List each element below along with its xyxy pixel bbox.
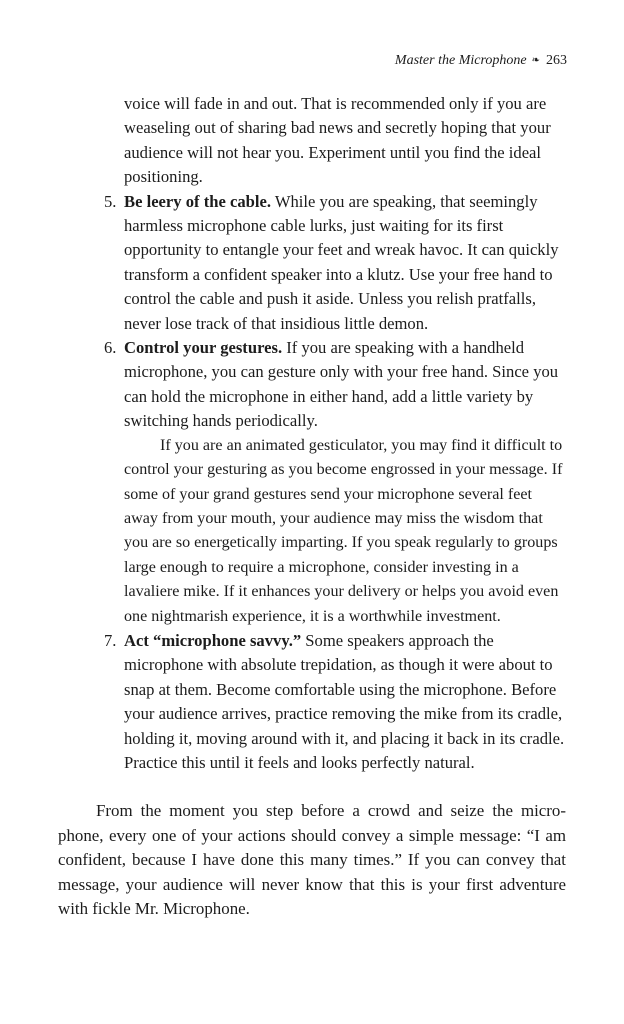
list-number: 7. xyxy=(104,630,117,650)
list-item-heading: Act “microphone savvy.” xyxy=(124,630,302,650)
list-item-body xyxy=(124,336,568,434)
list-item-7 xyxy=(104,629,568,775)
list-item-body xyxy=(124,190,568,336)
list-number: 5. xyxy=(104,191,117,211)
list-item-subparagraph: If you are an animated gesticulator, you may find it difficult to control your gesturing as you become engrossed in your message. If some of your grand gestures send your microphone several feet away from your mouth, your audience may miss the wisdom that you are so energetically imparting. If you speak regularly to groups large enough to require a microphone, consider investing in a lavaliere mike. If it enhances your delivery or helps you avoid even one nightmarish experience, it is a worthwhile investment. xyxy=(124,436,563,625)
list-item-heading: Control your gestures. xyxy=(124,338,283,358)
list-item-6 xyxy=(104,336,568,629)
list-item-text: While you are speaking, that seemingly harmless microphone cable lurks, just waiting for its first opportunity to entangle your feet and wreak havoc. It can quickly transform a confident speaker into a klutz. Use your free hand to control the cable and push it aside. Unless you relish pratfalls, never lose track of that insidious little demon. xyxy=(124,191,559,333)
body-text xyxy=(0,92,624,921)
page-header xyxy=(395,53,567,69)
list-item-heading: Be leery of the cable. xyxy=(124,191,271,211)
list-item-body xyxy=(124,629,568,775)
list-item-text: Some speakers approach the microphone with absolute trepidation, as though it were about to snap at them. Become comfortable using the microphone. Before your audience arrives, practice removing the mike from its cradle, holding it, moving around with it, and placing it back in its cradle. Practice this until it feels and looks perfectly natural. xyxy=(124,630,565,772)
list-number: 6. xyxy=(104,338,117,358)
list-item-text: If you are speaking with a handheld microphone, you can gesture only with your free hand. Since you can hold the microphone in either hand, add a little variety by switching hands periodically. xyxy=(124,338,559,431)
leaf-ornament-icon: ❧ xyxy=(531,55,540,66)
list-item-5 xyxy=(104,190,568,336)
running-title: Master the Microphone xyxy=(394,53,527,68)
closing-paragraph: From the moment you step before a crowd and seize the micro-phone, every one of your actions should convey a simple message: “I am confident, because I have done this many times.” If you can convey that message, your audience will never know that this is your first adventure with fickle Mr. Microphone. xyxy=(58,801,566,918)
page-number: 263 xyxy=(546,53,567,68)
continuation-paragraph: voice will fade in and out. That is recommended only if you are weaseling out of sharing bad news and secretly hoping that your audience will not hear you. Experiment until you find the ideal positioning. xyxy=(124,94,551,187)
